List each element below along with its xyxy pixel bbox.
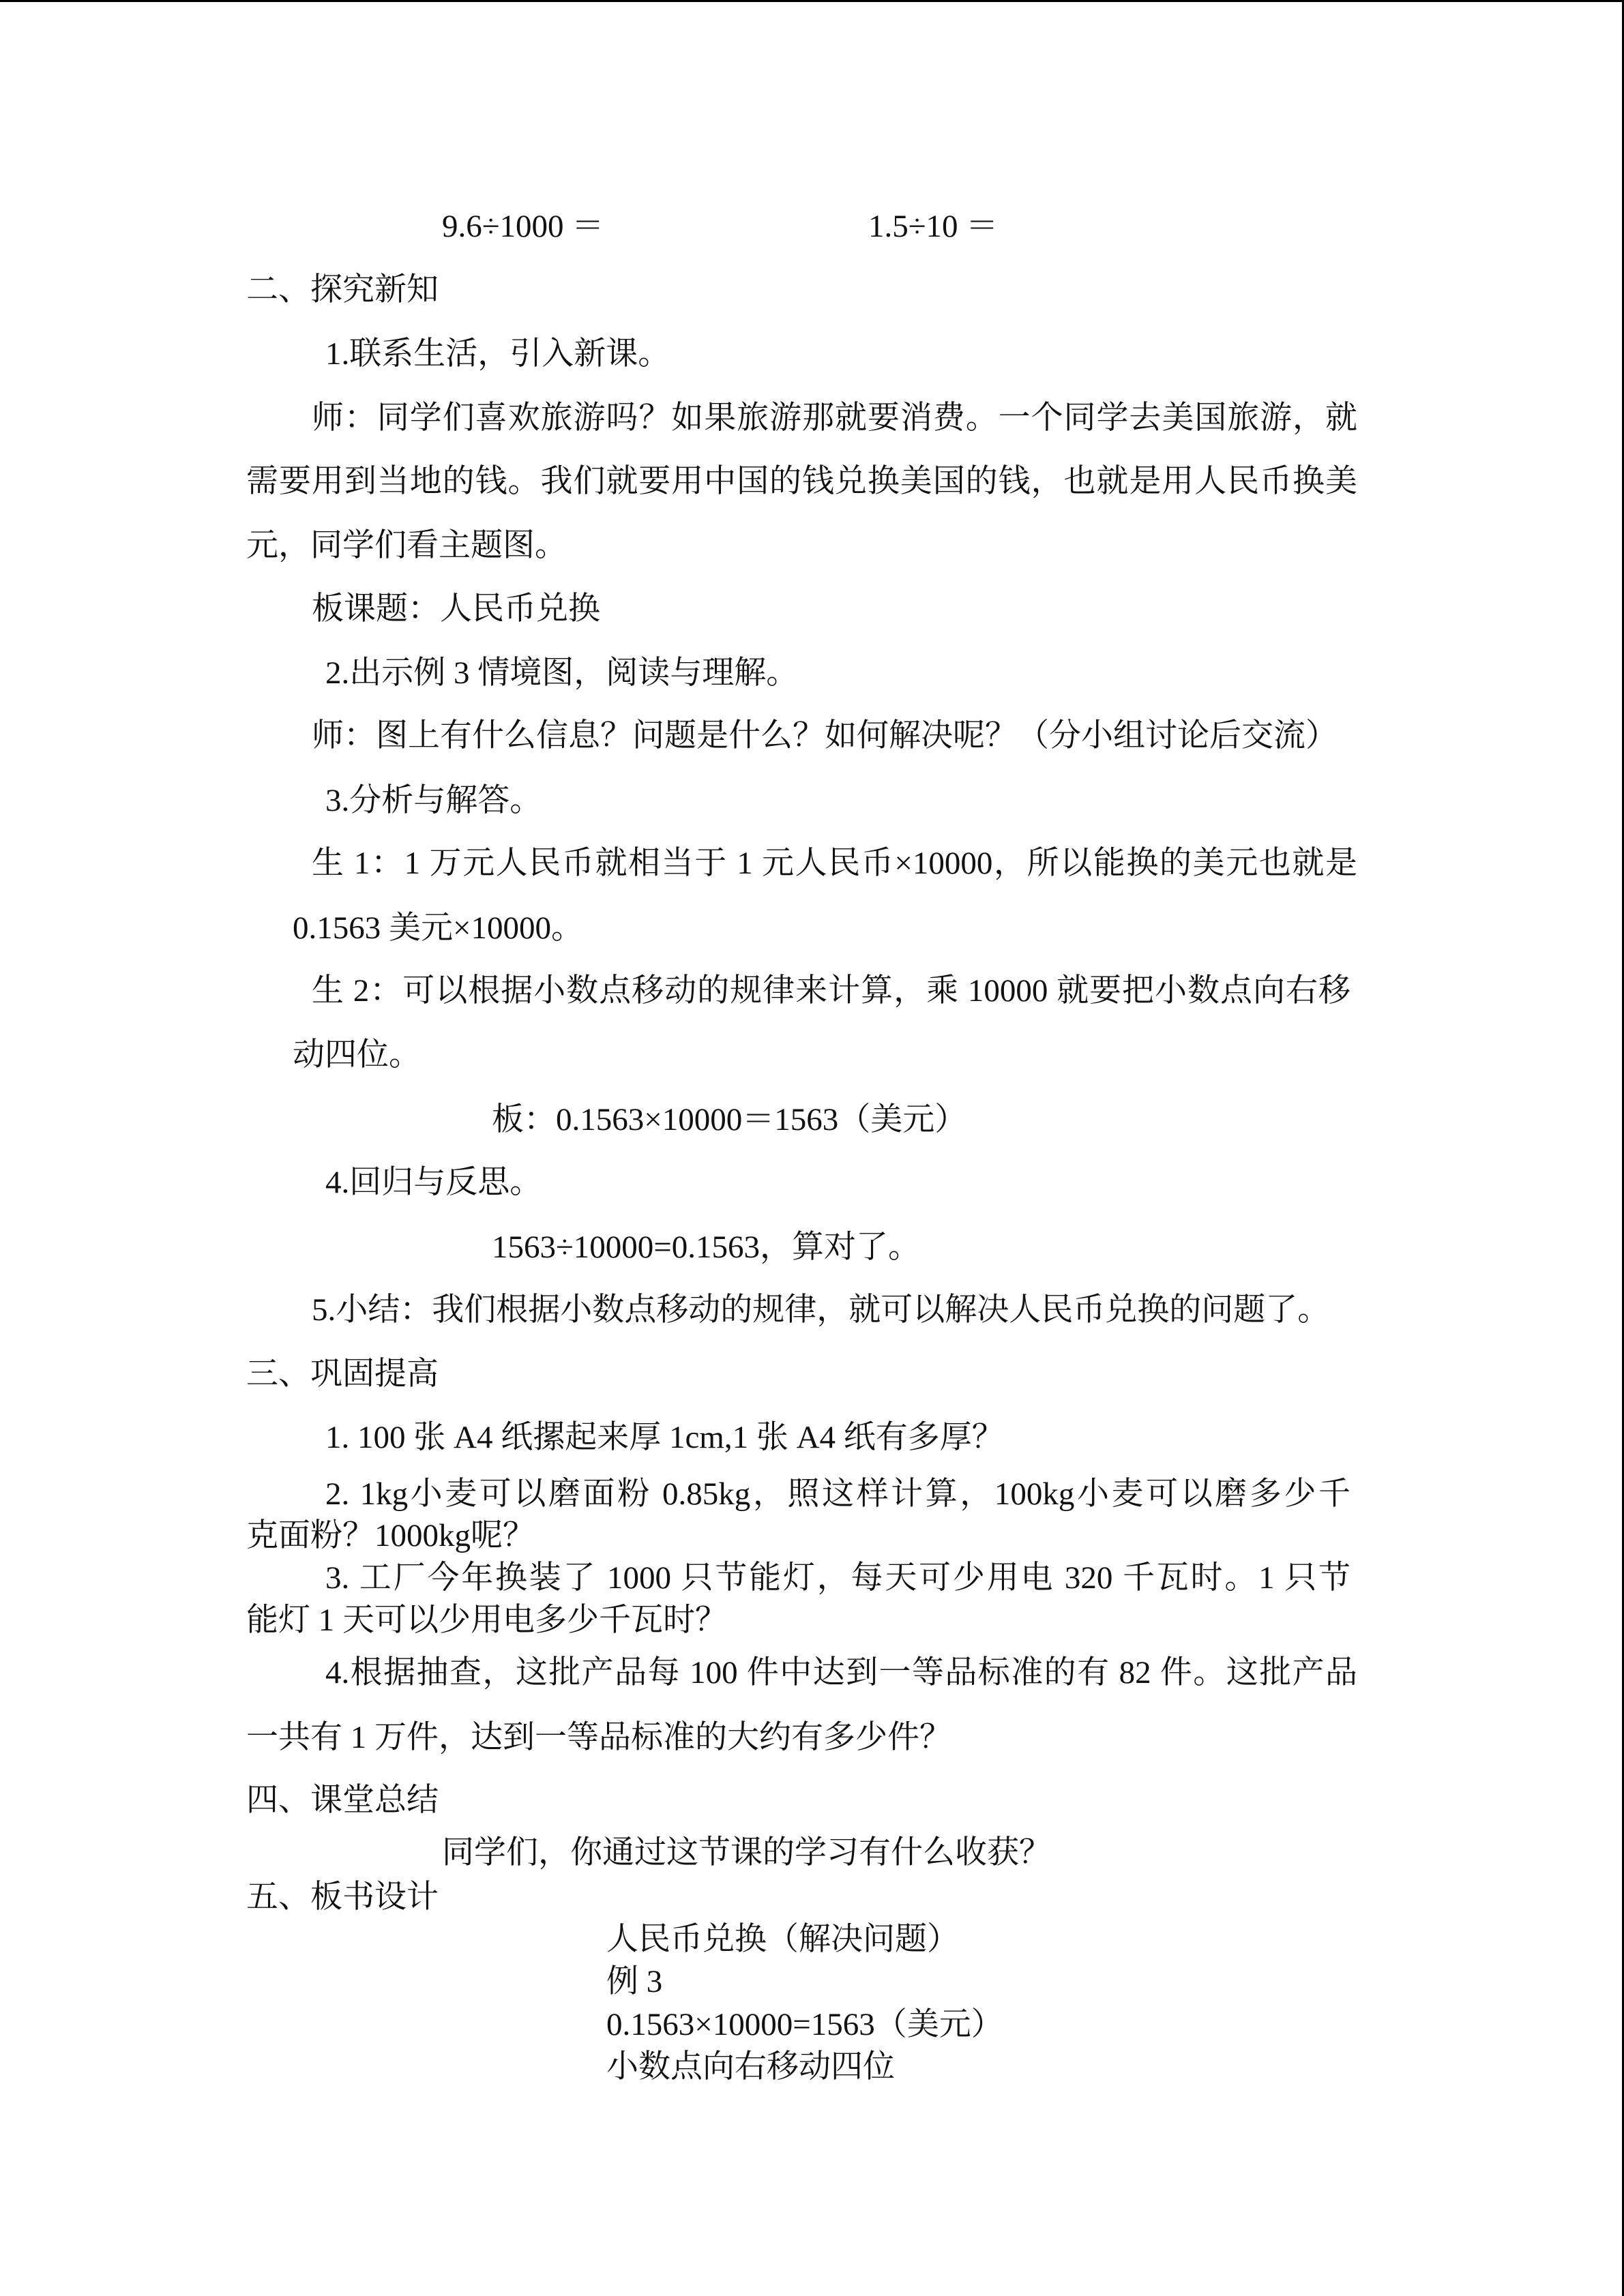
- student-2-line-2: 动四位。: [293, 1037, 421, 1073]
- exercise-2-line-2: 克面粉？1000kg呢？: [246, 1518, 535, 1553]
- step-5-summary: 5.小结：我们根据小数点移动的规律，就可以解决人民币兑换的问题了。: [312, 1292, 1330, 1328]
- board-equation: 板：0.1563×10000＝1563（美元）: [492, 1102, 967, 1137]
- summary-prompt: 同学们，你通过这节课的学习有什么收获？: [442, 1835, 1051, 1870]
- step-3-text: 3.分析与解答。: [325, 783, 542, 818]
- page-top-border: [0, 0, 1624, 2]
- teacher-question-text: 师：图上有什么信息？问题是什么？如何解决呢？（分小组讨论后交流）: [312, 718, 1338, 754]
- exercise-2-line-1: 2. 1kg小麦可以磨面粉 0.85kg，照这样计算，100kg小麦可以磨多少千: [325, 1476, 1350, 1512]
- section-5-heading: 五、板书设计: [246, 1879, 439, 1915]
- board-design-rule: 小数点向右移动四位: [606, 2049, 895, 2085]
- board-design-example: 例 3: [606, 1964, 663, 1999]
- section-3-heading: 三、巩固提高: [246, 1356, 439, 1392]
- warmup-expression-1: 9.6÷1000 ＝: [442, 209, 604, 244]
- step-1-text: 1.联系生活，引入新课。: [325, 336, 670, 372]
- check-equation: 1563÷10000=0.1563，算对了。: [492, 1229, 921, 1265]
- student-1-line-1: 生 1：1 万元人民币就相当于 1 元人民币×10000，所以能换的美元也就是: [312, 846, 1357, 881]
- section-2-heading: 二、探究新知: [246, 272, 439, 308]
- step-4-text: 4.回归与反思。: [325, 1165, 542, 1200]
- exercise-1-line-1: 1. 100 张 A4 纸摞起来厚 1cm,1 张 A4 纸有多厚？: [325, 1420, 1004, 1455]
- exercise-3-line-2: 能灯 1 天可以少用电多少千瓦时？: [246, 1602, 727, 1638]
- section-4-heading: 四、课堂总结: [246, 1783, 439, 1818]
- board-design-equation: 0.1563×10000=1563（美元）: [606, 2007, 1003, 2042]
- teacher-intro-line-3: 元，同学们看主题图。: [246, 528, 567, 563]
- step-2-text: 2.出示例 3 情境图，阅读与理解。: [325, 655, 799, 691]
- exercise-4-line-1: 4.根据抽查，这批产品每 100 件中达到一等品标准的有 82 件。这批产品: [325, 1655, 1357, 1690]
- teacher-intro-line-2: 需要用到当地的钱。我们就要用中国的钱兑换美国的钱，也就是用人民币换美: [246, 464, 1357, 499]
- board-title-text: 板课题：人民币兑换: [312, 591, 600, 627]
- warmup-expression-2: 1.5÷10 ＝: [868, 209, 999, 244]
- board-design-title: 人民币兑换（解决问题）: [606, 1922, 959, 1957]
- exercise-3-line-1: 3. 工厂今年换装了 1000 只节能灯，每天可少用电 320 千瓦时。1 只节: [325, 1560, 1350, 1596]
- student-1-line-2: 0.1563 美元×10000。: [293, 910, 584, 946]
- teacher-intro-line-1: 师：同学们喜欢旅游吗？如果旅游那就要消费。一个同学去美国旅游，就: [312, 400, 1357, 436]
- student-2-line-1: 生 2：可以根据小数点移动的规律来计算，乘 10000 就要把小数点向右移: [312, 973, 1350, 1009]
- exercise-4-line-2: 一共有 1 万件，达到一等品标准的大约有多少件？: [246, 1720, 951, 1755]
